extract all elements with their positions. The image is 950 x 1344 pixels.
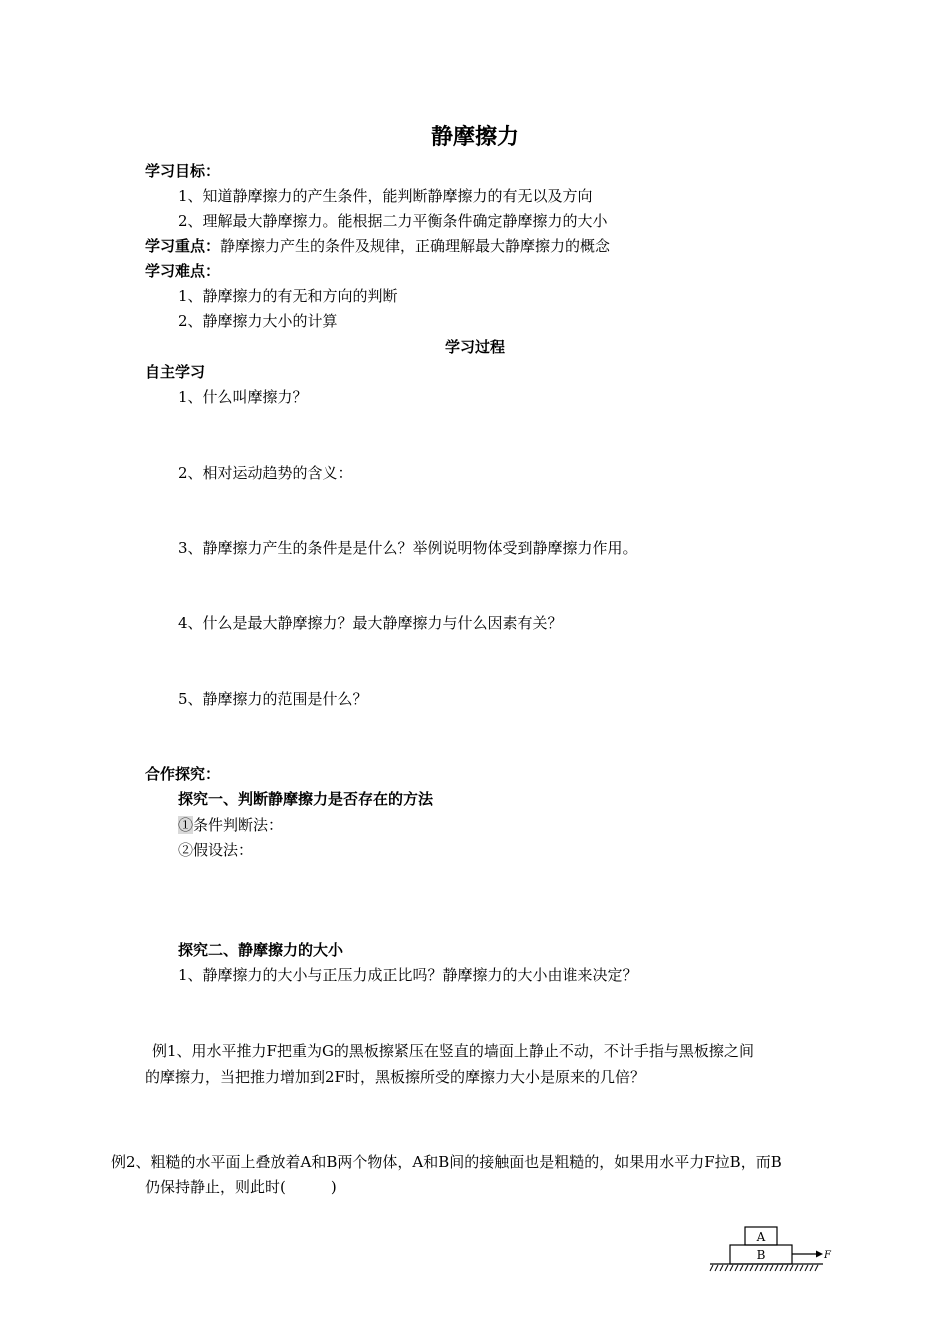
hatch-mark	[810, 1265, 813, 1271]
hatch-mark	[785, 1265, 788, 1271]
method-marker: ①	[178, 816, 194, 834]
hatch-mark	[730, 1265, 733, 1271]
block-a-label: A	[756, 1230, 766, 1244]
force-arrowhead	[816, 1251, 823, 1258]
force-label: F	[824, 1250, 831, 1261]
hatch-mark	[800, 1265, 803, 1271]
block-b-label: B	[756, 1248, 766, 1262]
inquiry1-heading: 探究一、判断静摩擦力是否存在的方法	[178, 790, 434, 808]
inquiry2-question: 1、静摩擦力的大小与正压力成正比吗？静摩擦力的大小由谁来决定？	[178, 966, 638, 984]
example2-line: 仍保持静止，则此时( )	[145, 1178, 337, 1196]
hatch-mark	[765, 1265, 768, 1271]
self-study-question: 5、静摩擦力的范围是什么？	[178, 690, 368, 708]
hatch-mark	[815, 1265, 818, 1271]
hatch-mark	[805, 1265, 808, 1271]
hatch-mark	[775, 1265, 778, 1271]
hatch-mark	[735, 1265, 738, 1271]
example2-line: 例2、粗糙的水平面上叠放着A和B两个物体，A和B间的接触面也是粗糙的，如果用水平力F拉B，而B	[111, 1153, 782, 1171]
block-diagram	[705, 1218, 835, 1278]
key-points	[145, 236, 610, 256]
hatch-mark	[715, 1265, 718, 1271]
page-title: 静摩擦力	[430, 125, 519, 150]
self-study-question: 3、静摩擦力产生的条件是是什么？举例说明物体受到静摩擦力作用。	[178, 539, 638, 557]
hatch-mark	[790, 1265, 793, 1271]
difficulty-item: 1、静摩擦力的有无和方向的判断	[178, 287, 398, 305]
self-study-heading: 自主学习	[145, 363, 206, 381]
hatch-mark	[710, 1265, 713, 1271]
hatch-mark	[745, 1265, 748, 1271]
objective-item: 1、知道静摩擦力的产生条件，能判断静摩擦力的有无以及方向	[178, 187, 593, 205]
self-study-question: 1、什么叫摩擦力？	[178, 388, 308, 406]
hatch-mark	[770, 1265, 773, 1271]
hatch-mark	[795, 1265, 798, 1271]
objective-item: 2、理解最大静摩擦力。能根据二力平衡条件确定静摩擦力的大小	[178, 212, 608, 230]
ground-hatching	[710, 1265, 818, 1271]
inquiry2-heading: 探究二、静摩擦力的大小	[178, 941, 344, 959]
cooperative-heading: 合作探究：	[145, 765, 221, 783]
hatch-mark	[750, 1265, 753, 1271]
example1-line: 例1、用水平推力F把重为G的黑板擦紧压在竖直的墙面上静止不动，不计手指与黑板擦之间	[152, 1042, 754, 1060]
hatch-mark	[780, 1265, 783, 1271]
self-study-question: 2、相对运动趋势的含义：	[178, 464, 353, 482]
difficulties-heading: 学习难点：	[145, 262, 221, 280]
difficulty-item: 2、静摩擦力大小的计算	[178, 312, 338, 330]
process-heading: 学习过程	[444, 338, 505, 356]
key-points-heading: 学习重点：	[145, 237, 221, 255]
method-condition	[178, 815, 283, 835]
objectives-heading: 学习目标：	[145, 162, 221, 180]
key-points-text: 静摩擦力产生的条件及规律，正确理解最大静摩擦力的概念	[220, 237, 611, 255]
hatch-mark	[740, 1265, 743, 1271]
example1-line: 的摩擦力，当把推力增加到2F时，黑板擦所受的摩擦力大小是原来的几倍？	[145, 1068, 645, 1086]
method-label: 条件判断法：	[193, 816, 284, 834]
method-assumption: ②假设法：	[178, 841, 254, 859]
hatch-mark	[760, 1265, 763, 1271]
hatch-mark	[720, 1265, 723, 1271]
hatch-mark	[755, 1265, 758, 1271]
self-study-question: 4、什么是最大静摩擦力？最大静摩擦力与什么因素有关？	[178, 614, 563, 632]
hatch-mark	[725, 1265, 728, 1271]
